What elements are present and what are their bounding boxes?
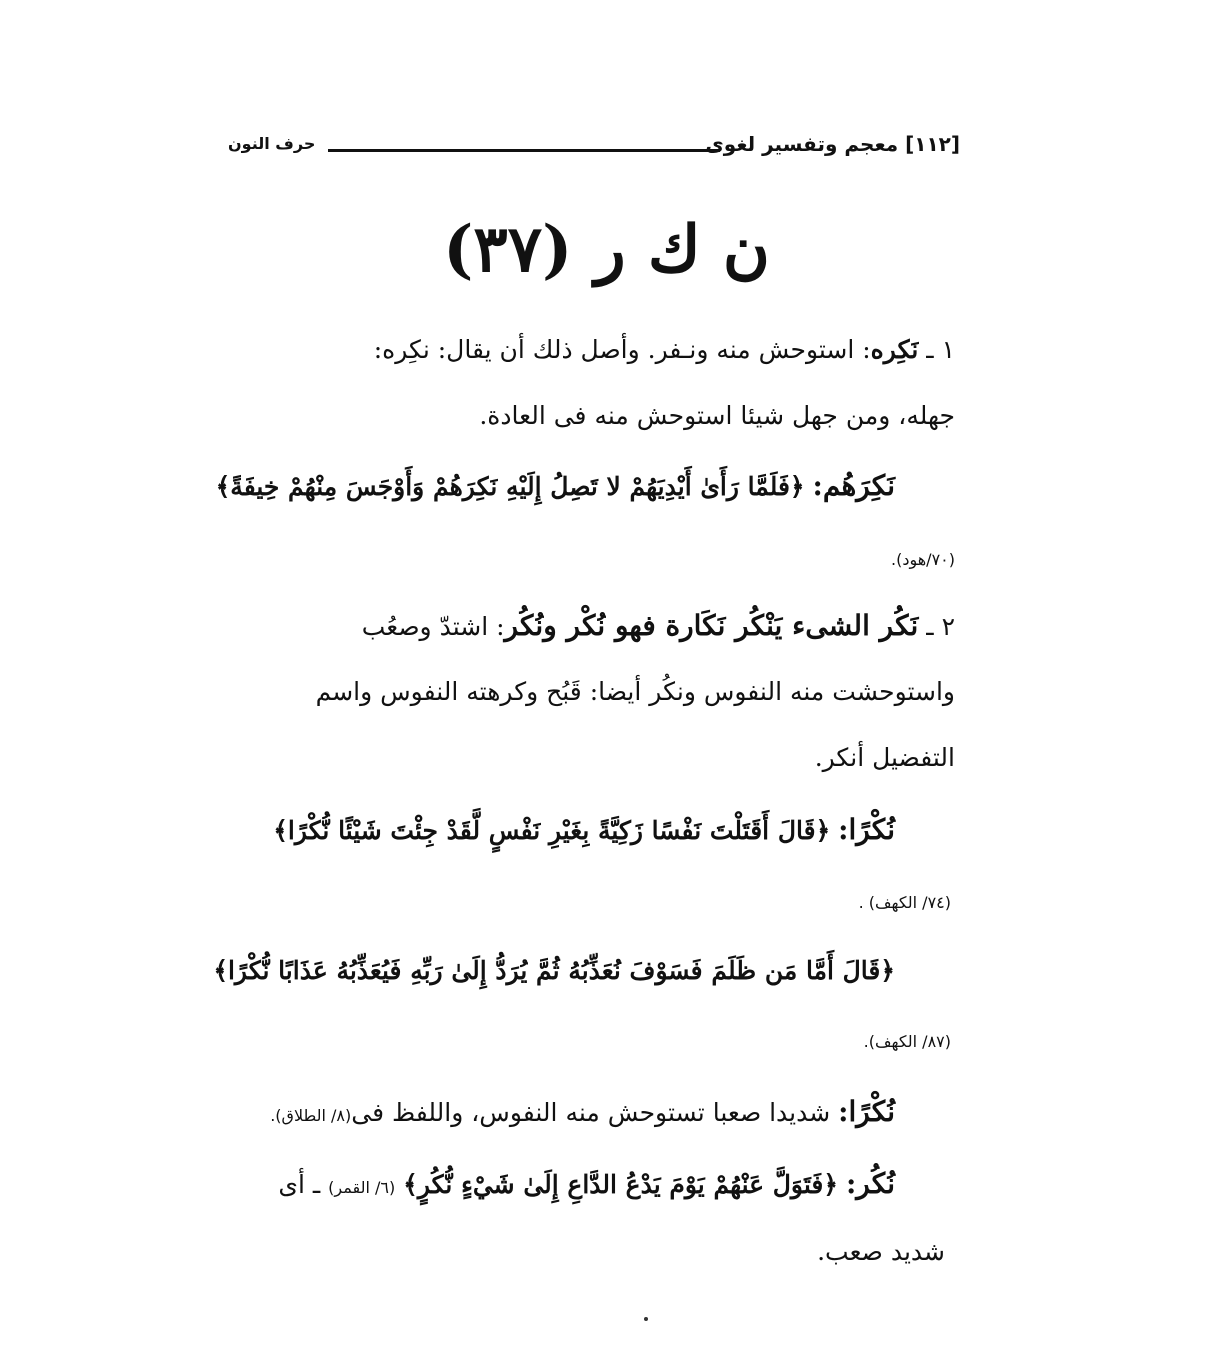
section2-ex1-word: نُكْرًا: (838, 813, 895, 846)
section2-line1 (362, 608, 955, 644)
section2-ex3-text: شديدا صعبا تستوحش منه النفوس، واللفظ فى (351, 1098, 831, 1127)
section2-ex4-ref: (٦/ القمر) (328, 1178, 396, 1197)
section1-example-line (216, 468, 895, 504)
section2-headword: نَكُر الشىء يَنْكُر نَكَارة فهو نُكْر ونُكُر (504, 609, 919, 642)
section1-example-word: نَكِرَهُم: (812, 469, 895, 502)
section2-ex4-verse: ﴿فَتَوَلَّ عَنْهُمْ يَوْمَ يَدْعُ الدَّاعِ إِلَىٰ شَيْءٍ نُّكُرٍ﴾ (403, 1170, 838, 1199)
section1-headword: نَكِره (870, 335, 919, 364)
header-book-title: [١١٢] معجم وتفسير لغوى (705, 132, 960, 156)
section2-ex3-ref: (٨/ الطلاق). (270, 1106, 352, 1125)
running-header (228, 128, 960, 168)
section2-definition-line1: : اشتدّ وصعُب (361, 612, 505, 641)
section1-example-ref: (٧٠/هود). (891, 550, 955, 569)
section2-ex4-tail: ـ أى (278, 1170, 321, 1199)
scan-speck (644, 1317, 648, 1321)
entry-title: ن ك ر (٣٧) (443, 212, 770, 287)
section2-number: ٢ ـ (926, 612, 955, 641)
section2-ex4-word: نُكُر: (845, 1167, 895, 1200)
section1-example-verse: ﴿فَلَمَّا رَأَىٰ أَيْدِيَهُمْ لا تَصِلُ إِلَيْهِ نَكِرَهُمْ وَأَوْجَسَ مِنْهُمْ خِيفَةً﴾ (215, 472, 805, 501)
section2-ex3-line (270, 1094, 895, 1130)
section2-ex1-verse: ﴿قَالَ أَقَتَلْتَ نَفْسًا زَكِيَّةً بِغَيْرِ نَفْسٍ لَّقَدْ جِئْتَ شَيْئًا نُّكْرًا﴾ (273, 816, 831, 845)
section2-ex1-line (273, 812, 895, 848)
section2-ex2-verse: ﴿قَالَ أَمَّا مَن ظَلَمَ فَسَوْفَ نُعَذِّبُهُ ثُمَّ يُرَدُّ إِلَىٰ رَبِّهِ فَيُعَذِّبُهُ عَذَابًا نُّكْرًا﴾ (213, 956, 895, 985)
section2-ex3-word: نُكْرًا: (838, 1095, 895, 1128)
header-section-title: حرف النون (228, 134, 316, 153)
section2-ex4-line2: شديد صعب. (817, 1237, 945, 1266)
section2-ex2-ref: (٨٧/ الكهف). (863, 1032, 951, 1051)
section1-number: ١ ـ (926, 335, 955, 364)
section2-ex1-ref: (٧٤/ الكهف) . (858, 893, 951, 912)
section1-line1 (374, 334, 955, 367)
header-rule (328, 149, 720, 152)
section1-definition-line1: : استوحش منه ونـفر. وأصل ذلك أن يقال: نكِره: (373, 335, 871, 364)
section2-ex4-line (278, 1166, 895, 1202)
section2-line2: واستوحشت منه النفوس ونكُر أيضا: قَبُح وكرهته النفوس واسم (315, 677, 955, 706)
section2-line3: التفضيل أنكر. (814, 743, 955, 772)
section1-line2: جهله، ومن جهل شيئا استوحش منه فى العادة. (479, 401, 955, 430)
